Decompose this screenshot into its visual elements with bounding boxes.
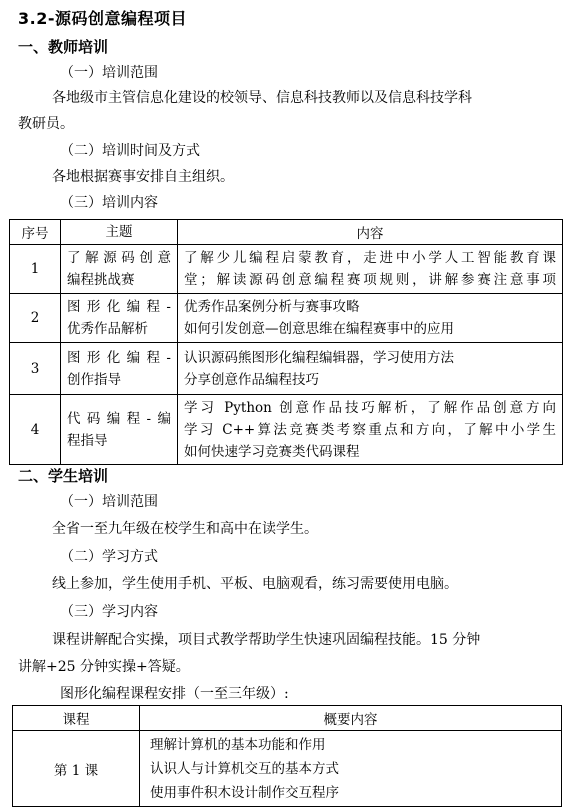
header-number: 序号: [10, 220, 61, 245]
summary-line: 理解计算机的基本功能和作用: [150, 736, 326, 753]
row-course: 第 1 课: [13, 731, 140, 807]
topic-line: 了解源码创意: [67, 250, 171, 266]
student-scope-heading: （一）培训范围: [60, 494, 158, 510]
topic-line: 图形化编程-: [67, 349, 171, 366]
header-course: 课程: [13, 706, 140, 731]
content-line: 优秀作品案例分析与赛事攻略: [184, 299, 360, 315]
teacher-scope-text-line1: 各地级市主管信息化建设的校领导、信息科技教师以及信息科技学科: [52, 90, 472, 106]
teacher-training-table: [9, 219, 563, 465]
content-line: 学习 C++算法竞赛类考察重点和方向，了解中小学生: [184, 421, 556, 438]
student-content-text-line1: 课程讲解配合实操，项目式教学帮助学生快速巩固编程技能。15 分钟: [52, 632, 481, 648]
student-method-heading: （二）学习方式: [60, 549, 158, 565]
topic-line: 程指导: [67, 432, 108, 449]
student-scope-text: 全省一至九年级在校学生和高中在读学生。: [52, 521, 318, 537]
teacher-training-heading: 一、教师培训: [18, 38, 109, 56]
content-line: 如何引发创意—创意思维在编程赛事中的应用: [184, 321, 454, 337]
row-topic: [61, 395, 178, 465]
table-row: [13, 731, 562, 807]
table-header-row: [13, 706, 562, 731]
topic-line: 图形化编程-: [67, 299, 171, 315]
row-summary: [140, 731, 562, 807]
student-method-text: 线上参加，学生使用手机、平板、电脑观看，练习需要使用电脑。: [52, 576, 458, 592]
table-row: [10, 294, 563, 343]
summary-line: 使用事件积木设计制作交互程序: [150, 784, 339, 801]
row-number: 4: [10, 395, 61, 465]
header-topic: 主题: [61, 220, 178, 245]
topic-line: 优秀作品解析: [67, 321, 148, 337]
row-number: 1: [10, 245, 61, 294]
topic-line: 代码编程-编: [67, 410, 171, 427]
topic-line: 编程挑战赛: [67, 272, 135, 288]
content-line: 分享创意作品编程技巧: [184, 371, 319, 388]
summary-line: 认识人与计算机交互的基本方式: [150, 760, 339, 777]
student-training-heading: 二、学生培训: [18, 467, 109, 485]
row-content: [178, 245, 563, 294]
teacher-time-heading: （二）培训时间及方式: [60, 143, 200, 159]
header-summary: 概要内容: [140, 706, 562, 731]
teacher-scope-heading: （一）培训范围: [60, 65, 158, 81]
schedule-caption: 图形化编程课程安排（一至三年级）:: [60, 686, 289, 702]
row-content: [178, 343, 563, 395]
row-topic: [61, 245, 178, 294]
content-line: 如何快速学习竞赛类代码课程: [184, 443, 360, 460]
section-title: 3.2-源码创意编程项目: [18, 9, 187, 28]
content-line: 学习 Python 创意作品技巧解析，了解作品创意方向: [184, 399, 556, 416]
table-row: [10, 245, 563, 294]
row-topic: [61, 294, 178, 343]
table-row: [10, 395, 563, 465]
topic-line: 创作指导: [67, 371, 121, 388]
row-content: [178, 395, 563, 465]
course-schedule-table: [12, 705, 562, 807]
content-line: 认识源码熊图形化编程编辑器，学习使用方法: [184, 349, 454, 366]
student-content-text-line2: 讲解+25 分钟实操+答疑。: [18, 659, 190, 675]
table-header-row: [10, 220, 563, 245]
content-line: 了解少儿编程启蒙教育，走进中小学人工智能教育课: [184, 250, 556, 266]
header-content: 内容: [178, 220, 563, 245]
content-line: 堂；解读源码创意编程赛项规则，讲解参赛注意事项: [184, 272, 556, 288]
teacher-time-text: 各地根据赛事安排自主组织。: [52, 169, 234, 185]
row-topic: [61, 343, 178, 395]
student-content-heading: （三）学习内容: [60, 604, 158, 620]
table-row: [10, 343, 563, 395]
teacher-content-heading: （三）培训内容: [60, 195, 158, 211]
teacher-scope-text-line2: 教研员。: [18, 116, 74, 132]
row-number: 2: [10, 294, 61, 343]
row-content: [178, 294, 563, 343]
row-number: 3: [10, 343, 61, 395]
